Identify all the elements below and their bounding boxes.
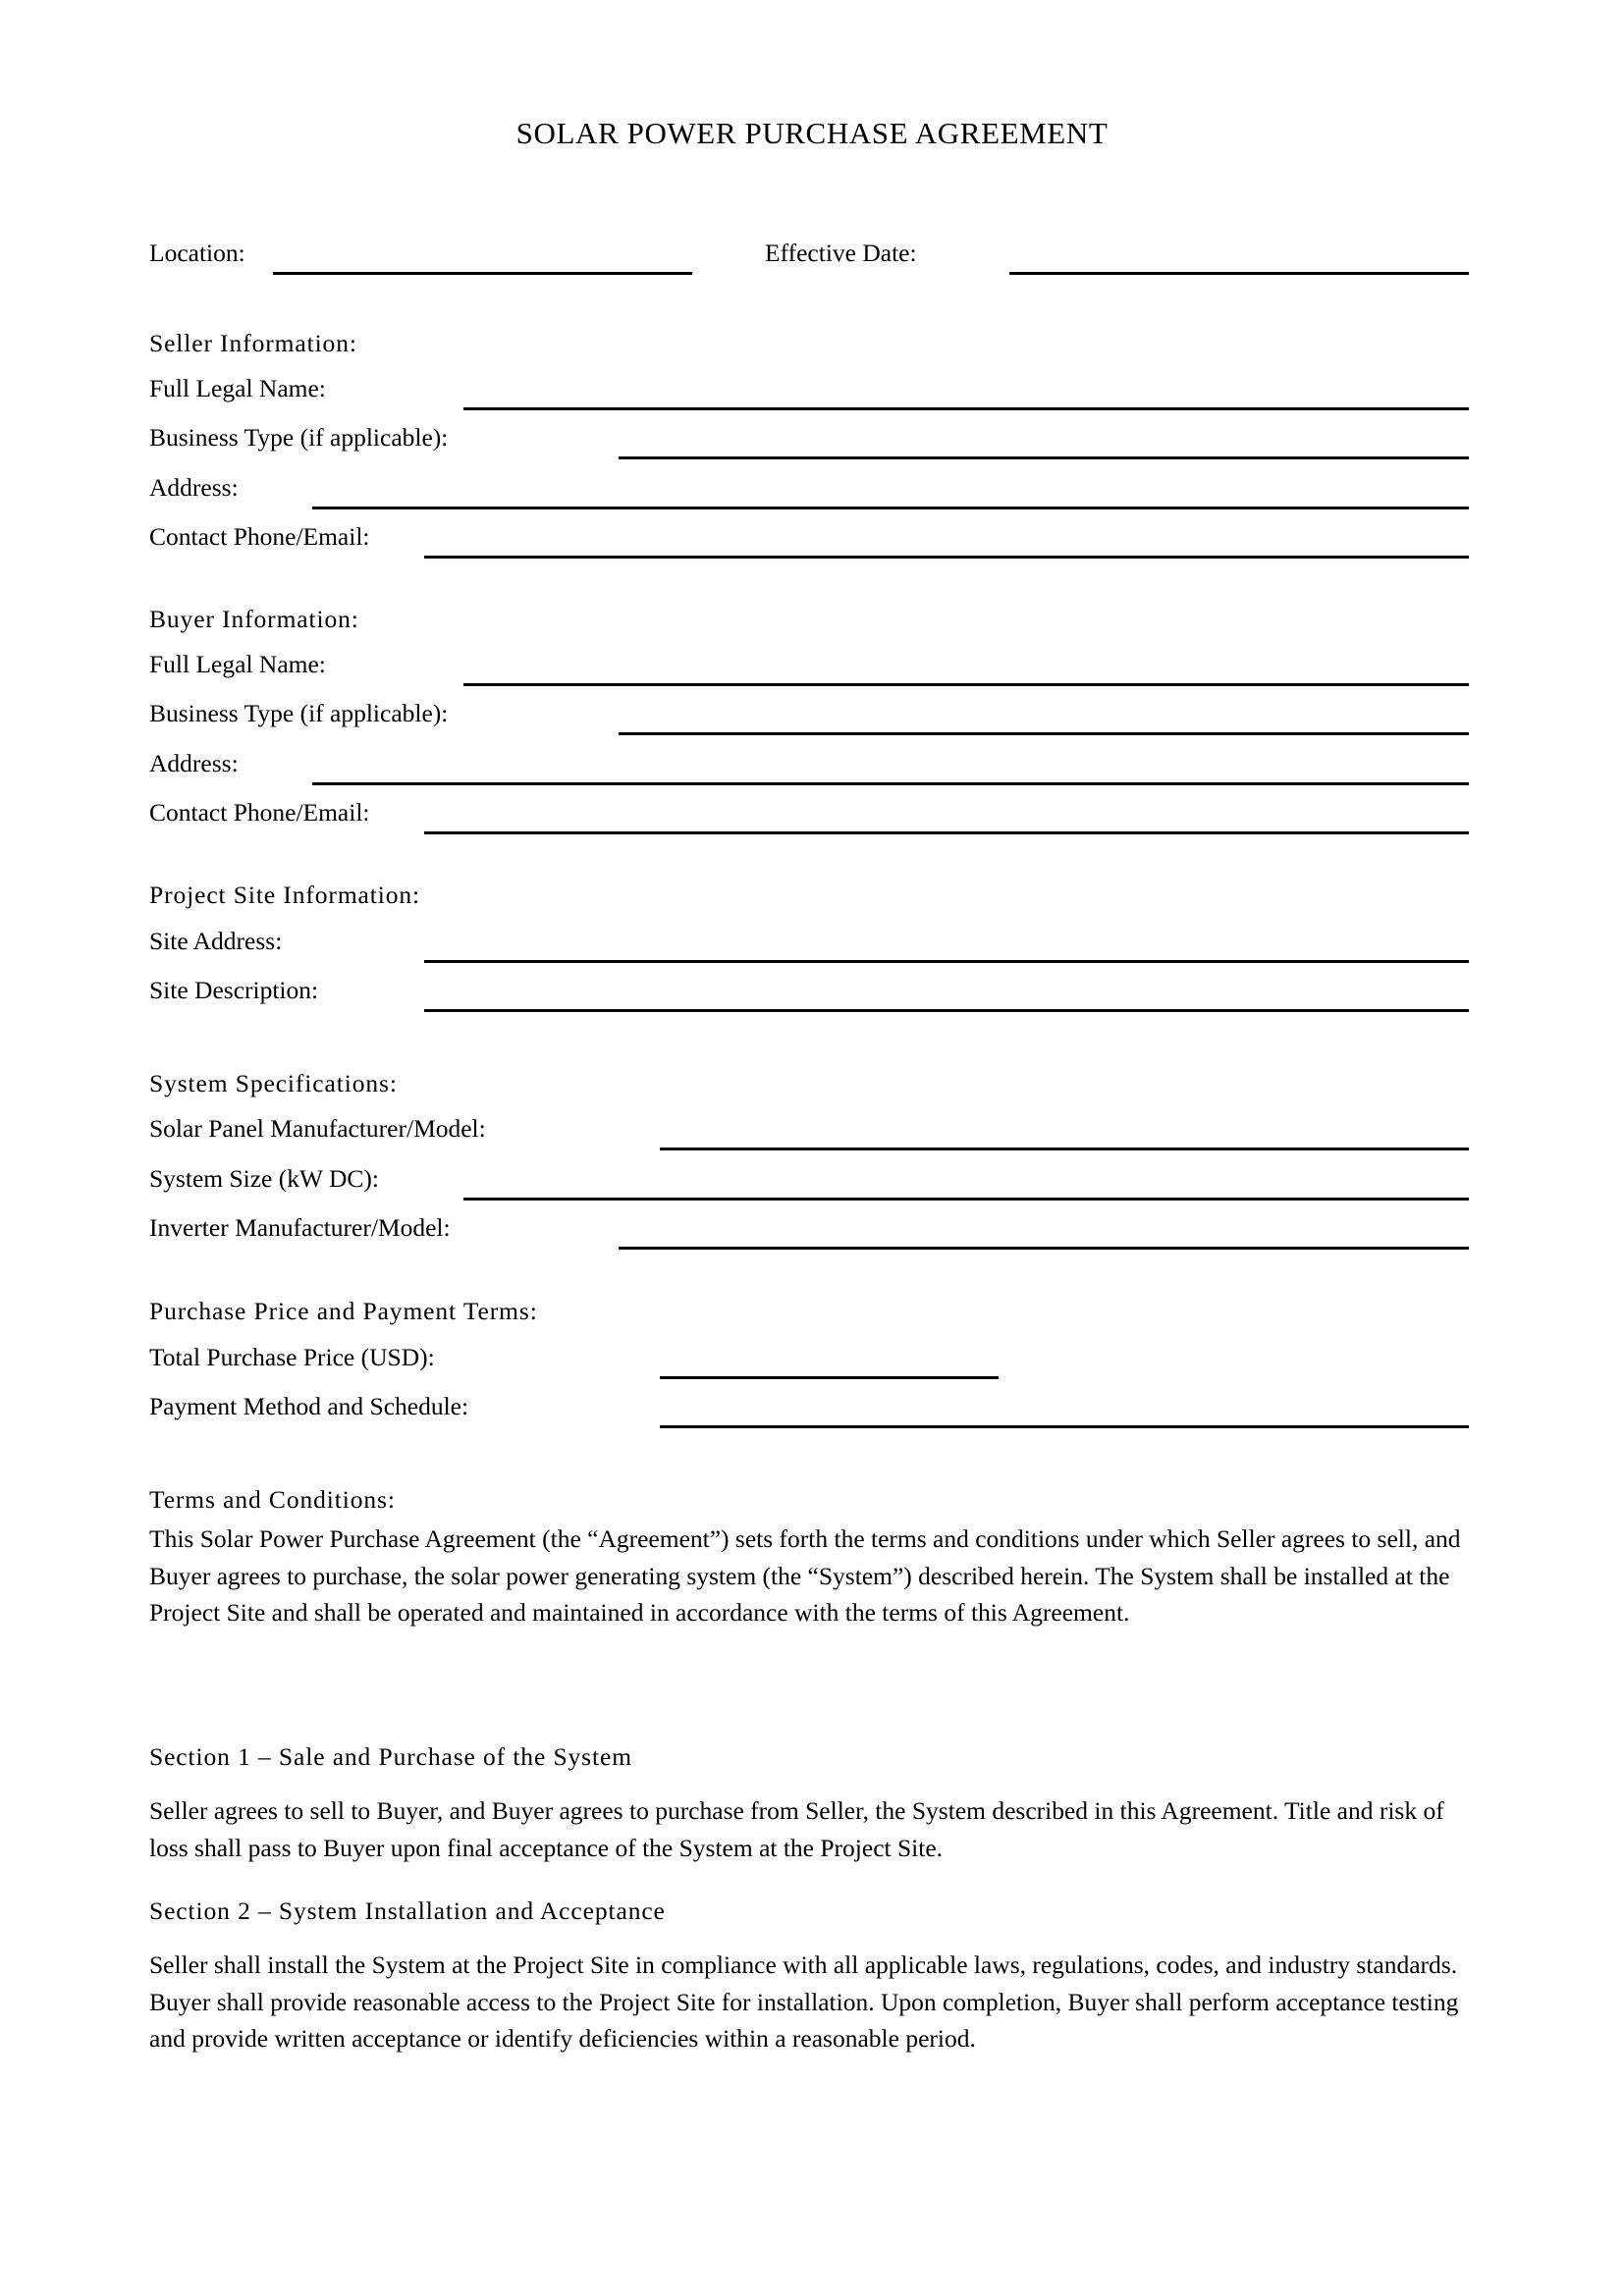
system-size-label: System Size (kW DC):: [149, 1164, 379, 1193]
section-1-title: Section 1 – Sale and Purchase of the System: [149, 1742, 632, 1771]
buyer-contact-label: Contact Phone/Email:: [149, 798, 370, 827]
buyer-business-type-input-rule[interactable]: [619, 732, 1469, 735]
section-2-body: Seller shall install the System at the Project Site in compliance with all applicable laws, regulations, codes, and industry standards. Buyer shall provide reasonable access to the Project Site for installation. Upon completion, Buyer shall perform acceptance testing and provide written acceptance or identify deficiencies within a reasonable period.: [149, 1950, 1459, 2053]
section-2-title: Section 2 – System Installation and Acceptance: [149, 1896, 666, 1925]
site-address-input-rule[interactable]: [424, 960, 1469, 963]
solar-panel-manufacturer-label: Solar Panel Manufacturer/Model:: [149, 1114, 486, 1143]
location-label: Location:: [149, 239, 245, 267]
purchase-terms-heading: Purchase Price and Payment Terms:: [149, 1297, 538, 1325]
effective-date-input-rule[interactable]: [1009, 272, 1469, 275]
seller-address-input-rule[interactable]: [312, 507, 1469, 509]
seller-information-heading: Seller Information:: [149, 329, 357, 357]
effective-date-label: Effective Date:: [765, 239, 917, 267]
inverter-manufacturer-label: Inverter Manufacturer/Model:: [149, 1213, 451, 1242]
inverter-manufacturer-input-rule[interactable]: [619, 1247, 1469, 1250]
buyer-full-legal-name-label: Full Legal Name:: [149, 650, 326, 678]
seller-business-type-input-rule[interactable]: [619, 456, 1469, 459]
buyer-information-heading: Buyer Information:: [149, 605, 359, 633]
buyer-address-input-rule[interactable]: [312, 782, 1469, 785]
payment-method-label: Payment Method and Schedule:: [149, 1392, 469, 1420]
system-size-input-rule[interactable]: [463, 1198, 1469, 1201]
payment-method-input-rule[interactable]: [660, 1425, 1469, 1428]
section-1-body: Seller agrees to sell to Buyer, and Buyer agrees to purchase from Seller, the System described in this Agreement. Title and risk of loss shall pass to Buyer upon final acceptance of the System at the Project Site.: [149, 1796, 1444, 1862]
buyer-full-legal-name-input-rule[interactable]: [463, 683, 1469, 686]
system-specifications-heading: System Specifications:: [149, 1069, 398, 1097]
terms-and-conditions-intro-paragraph: This Solar Power Purchase Agreement (the “Agreement”) sets forth the terms and conditions under which Seller agrees to sell, and Buyer agrees to purchase, the solar power generating system (the “System”) described herein. The System shall be installed at the Project Site and shall be operated and maintained in accordance with the terms of this Agreement.: [149, 1524, 1461, 1627]
seller-business-type-label: Business Type (if applicable):: [149, 423, 449, 452]
page-title: SOLAR POWER PURCHASE AGREEMENT: [515, 116, 1109, 150]
project-site-information-heading: Project Site Information:: [149, 881, 421, 909]
solar-panel-manufacturer-input-rule[interactable]: [660, 1148, 1469, 1150]
site-description-label: Site Description:: [149, 976, 319, 1004]
site-address-label: Site Address:: [149, 927, 283, 955]
seller-contact-input-rule[interactable]: [424, 556, 1469, 559]
seller-full-legal-name-label: Full Legal Name:: [149, 374, 326, 402]
buyer-contact-input-rule[interactable]: [424, 831, 1469, 834]
total-purchase-price-input-rule[interactable]: [660, 1376, 999, 1379]
total-purchase-price-label: Total Purchase Price (USD):: [149, 1343, 435, 1371]
seller-full-legal-name-input-rule[interactable]: [463, 407, 1469, 410]
seller-address-label: Address:: [149, 473, 239, 502]
site-description-input-rule[interactable]: [424, 1009, 1469, 1012]
seller-contact-label: Contact Phone/Email:: [149, 522, 370, 551]
terms-and-conditions-heading: Terms and Conditions:: [149, 1485, 396, 1514]
buyer-address-label: Address:: [149, 749, 239, 777]
location-input-rule[interactable]: [273, 272, 692, 275]
buyer-business-type-label: Business Type (if applicable):: [149, 699, 449, 727]
